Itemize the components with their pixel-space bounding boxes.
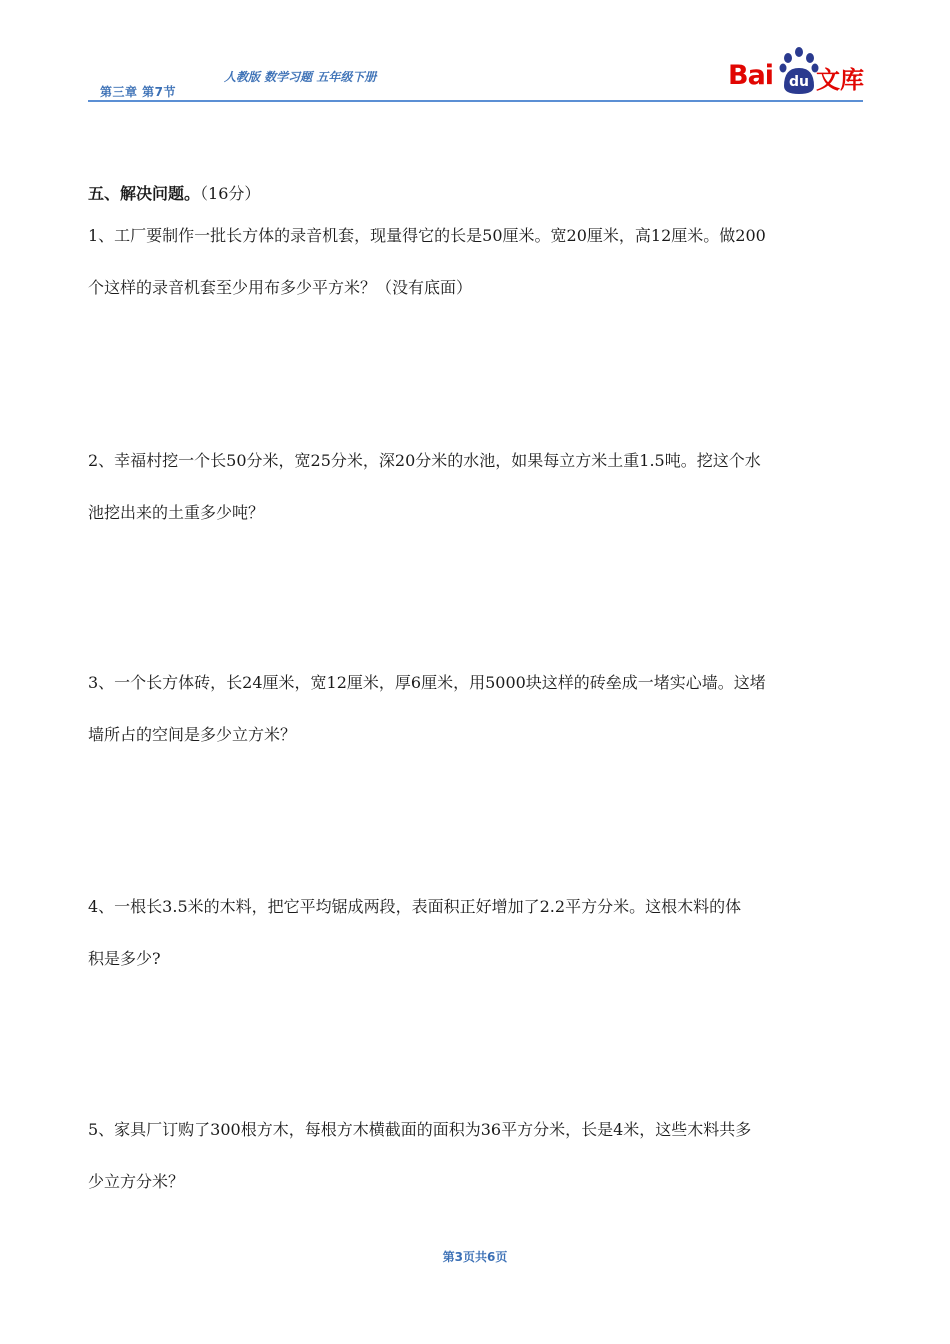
header-subtitle: 人教版 数学习题 五年级下册 <box>224 70 377 84</box>
question-line: 3、一个长方体砖，长24厘米，宽12厘米，厚6厘米，用5000块这样的砖垒成一堵实心墙。这堵 <box>88 673 766 692</box>
section-heading <box>88 181 260 204</box>
section-score: （16分） <box>200 184 261 203</box>
section-title: 五、解决问题。 <box>88 184 201 203</box>
question-line: 少立方分米？ <box>88 1172 185 1191</box>
paw-icon <box>778 46 820 96</box>
question-2 <box>88 435 868 539</box>
logo-du-text: du <box>789 74 809 90</box>
question-line: 墙所占的空间是多少立方米？ <box>88 725 297 744</box>
question-1 <box>88 210 868 314</box>
question-line: 5、家具厂订购了300根方木，每根方木横截面的面积为36平方分米，长是4米，这些木料共多 <box>88 1120 752 1139</box>
question-line: 4、一根长3.5米的木料，把它平均锯成两段，表面积正好增加了2.2平方分米。这根木料的体 <box>88 897 742 916</box>
page-number: 第3页共6页 <box>442 1250 508 1264</box>
question-5 <box>88 1104 868 1208</box>
question-line: 个这样的录音机套至少用布多少平方米？（没有底面） <box>88 278 473 297</box>
question-line: 池挖出来的土重多少吨？ <box>88 503 265 522</box>
header-divider <box>88 100 863 102</box>
baidu-wenku-logo <box>728 44 868 98</box>
logo-bai-text: Bai <box>728 60 774 91</box>
question-line: 1、工厂要制作一批长方体的录音机套，现量得它的长是50厘米。宽20厘米，高12厘米。做200 <box>88 226 766 245</box>
header-chapter: 第三章 第7节 <box>100 85 177 99</box>
question-line: 积是多少? <box>88 949 161 968</box>
question-line: 2、幸福村挖一个长50分米，宽25分米，深20分米的水池，如果每立方米土重1.5吨。挖这个水 <box>88 451 761 470</box>
question-4 <box>88 881 868 985</box>
question-3 <box>88 657 868 761</box>
logo-wenku-text: 文库 <box>816 66 864 94</box>
